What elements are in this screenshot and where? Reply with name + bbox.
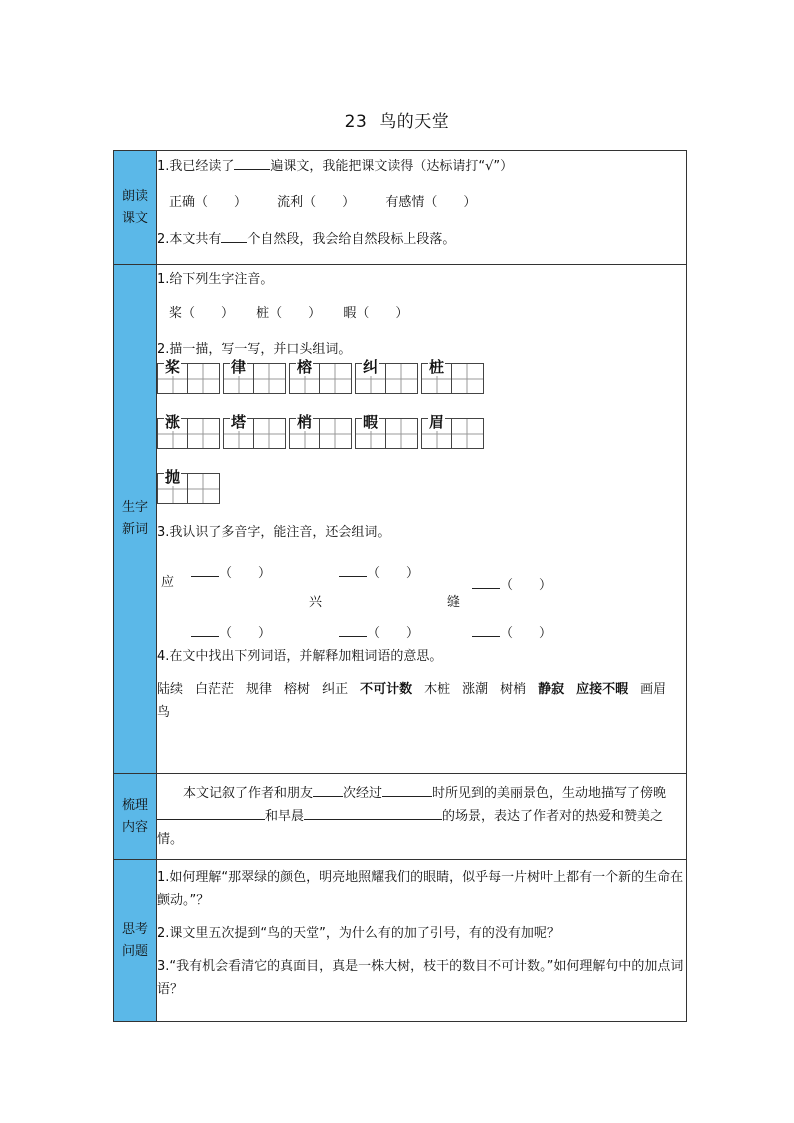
model-character: 暇 xyxy=(363,413,379,431)
blank-evening-scene[interactable] xyxy=(157,805,265,820)
vocab-word: 涨潮 xyxy=(462,682,489,697)
writing-cell[interactable] xyxy=(452,418,484,449)
pinyin-item[interactable]: 暇（ ） xyxy=(343,306,409,321)
vocab-word: 陆续 xyxy=(157,682,184,697)
writing-cell[interactable] xyxy=(320,363,352,394)
blank-word[interactable] xyxy=(191,562,219,577)
char-writing-box xyxy=(421,413,484,449)
pinyin-item[interactable]: 桩（ ） xyxy=(256,306,322,321)
writing-grid-row xyxy=(157,468,686,504)
trace-instruction: 2.描一描，写一写，并口头组词。 xyxy=(157,342,352,357)
vocab-word: 应接不暇 xyxy=(576,682,629,697)
lesson-title: 鸟的天堂 xyxy=(379,112,450,132)
writing-cell[interactable] xyxy=(386,418,418,449)
section-label-vocab: 生字 新词 xyxy=(114,265,157,774)
model-character: 抛 xyxy=(165,468,181,486)
writing-cell[interactable] xyxy=(386,363,418,394)
writing-cell[interactable] xyxy=(421,358,452,394)
model-character: 梢 xyxy=(297,413,313,431)
vocab-word: 木桩 xyxy=(424,682,451,697)
writing-cell[interactable] xyxy=(157,413,188,449)
char-writing-box xyxy=(223,413,286,449)
blank-paragraph-count[interactable] xyxy=(221,228,247,243)
section-label-questions: 思考 问题 xyxy=(114,860,157,1022)
writing-cell[interactable] xyxy=(223,358,254,394)
writing-cell[interactable] xyxy=(254,418,286,449)
question-item: 3.“我有机会看清它的真面目，真是一株大树，枝干的数目不可计数。”如何理解句中的加点词语？ xyxy=(157,959,684,997)
section-reading xyxy=(114,151,687,265)
vocab-word: 白茫茫 xyxy=(195,682,235,697)
worksheet-title xyxy=(0,107,794,132)
reading-options xyxy=(157,192,686,214)
char-writing-box xyxy=(421,358,484,394)
polyphone-char: 应 xyxy=(161,575,175,590)
model-character: 律 xyxy=(231,358,247,376)
char-writing-box xyxy=(289,358,352,394)
lesson-number: 23 xyxy=(344,112,368,132)
blank-word[interactable] xyxy=(339,562,367,577)
paragraph-count-line: 2.本文共有 个自然段，我会给自然段标上段落。 xyxy=(157,228,686,251)
vocab-word: 纠正 xyxy=(322,682,349,697)
blank-place[interactable] xyxy=(382,782,432,797)
char-writing-box xyxy=(157,468,220,504)
writing-cell[interactable] xyxy=(421,413,452,449)
writing-cell[interactable] xyxy=(188,418,220,449)
model-character: 桩 xyxy=(429,358,445,376)
summary-paragraph: 本文记叙了作者和朋友 次经过 时所见到的美丽景色，生动地描写了傍晚和早晨 的场景，表达了作者对的热爱和赞美之情。 xyxy=(157,782,686,851)
pinyin-instruction: 1.给下列生字注音。 xyxy=(157,272,274,287)
polyphone-char: 缝 xyxy=(447,595,461,610)
polyphone-instruction: 3.我认识了多音字，能注音，还会组词。 xyxy=(157,525,391,540)
vocab-word: 树梢 xyxy=(500,682,527,697)
blank-times[interactable] xyxy=(313,782,343,797)
option-fluent[interactable]: 流利（ ） xyxy=(277,195,356,210)
writing-grid-row xyxy=(157,358,686,394)
vocab-word: 画眉鸟 xyxy=(157,682,667,720)
blank-word[interactable] xyxy=(339,622,367,637)
model-character: 榕 xyxy=(297,358,313,376)
word-list xyxy=(157,678,686,724)
section-vocab xyxy=(114,265,687,774)
vocab-word: 不可计数 xyxy=(360,682,413,697)
question-item: 2.课文里五次提到“鸟的天堂”，为什么有的加了引号，有的没有加呢？ xyxy=(157,926,560,941)
blank-read-times[interactable] xyxy=(234,155,270,170)
model-character: 塔 xyxy=(231,413,247,431)
char-writing-box xyxy=(157,358,220,394)
words-instruction: 4.在文中找出下列词语，并解释加粗词语的意思。 xyxy=(157,649,443,664)
writing-cell[interactable] xyxy=(452,363,484,394)
blank-morning-scene[interactable] xyxy=(304,805,442,820)
blank-word[interactable] xyxy=(191,622,219,637)
pinyin-items xyxy=(157,303,686,325)
blank-word[interactable] xyxy=(472,622,500,637)
writing-cell[interactable] xyxy=(188,363,220,394)
writing-cell[interactable] xyxy=(355,358,386,394)
worksheet-table xyxy=(113,150,687,1022)
polyphone-exercise: 应 （ ） （ ） 兴 （ ） （ ） 缝 （ ） （ ） xyxy=(157,550,686,640)
writing-cell[interactable] xyxy=(254,363,286,394)
section-summary xyxy=(114,774,687,860)
writing-cell[interactable] xyxy=(188,473,220,504)
reading-count-line: 1.我已经读了 遍课文，我能把课文读得（达标请打“√”） xyxy=(157,155,686,178)
writing-cell[interactable] xyxy=(320,418,352,449)
writing-cell[interactable] xyxy=(289,358,320,394)
model-character: 眉 xyxy=(429,413,445,431)
blank-word[interactable] xyxy=(472,574,500,589)
char-writing-box xyxy=(355,358,418,394)
vocab-word: 静寂 xyxy=(538,682,565,697)
writing-cell[interactable] xyxy=(157,468,188,504)
model-character: 纠 xyxy=(363,358,379,376)
option-emotion[interactable]: 有感情（ ） xyxy=(385,195,477,210)
writing-cell[interactable] xyxy=(157,358,188,394)
char-writing-box xyxy=(223,358,286,394)
writing-grid-row xyxy=(157,413,686,449)
question-item: 1.如何理解“那翠绿的颜色，明亮地照耀我们的眼睛，似乎每一片树叶上都有一个新的生命在颤动。”？ xyxy=(157,870,684,908)
option-correct[interactable]: 正确（ ） xyxy=(169,195,248,210)
section-questions xyxy=(114,860,687,1022)
polyphone-char: 兴 xyxy=(309,595,323,610)
char-writing-box xyxy=(289,413,352,449)
vocab-word: 规律 xyxy=(246,682,273,697)
vocab-word: 榕树 xyxy=(284,682,311,697)
section-label-summary: 梳理 内容 xyxy=(114,774,157,860)
model-character: 涨 xyxy=(165,413,181,431)
writing-cell[interactable] xyxy=(355,413,386,449)
writing-cell[interactable] xyxy=(223,413,254,449)
char-writing-box xyxy=(157,413,220,449)
char-writing-box xyxy=(355,413,418,449)
pinyin-item[interactable]: 桨（ ） xyxy=(169,306,235,321)
model-character: 桨 xyxy=(165,358,181,376)
section-label-reading: 朗读 课文 xyxy=(114,151,157,265)
writing-cell[interactable] xyxy=(289,413,320,449)
